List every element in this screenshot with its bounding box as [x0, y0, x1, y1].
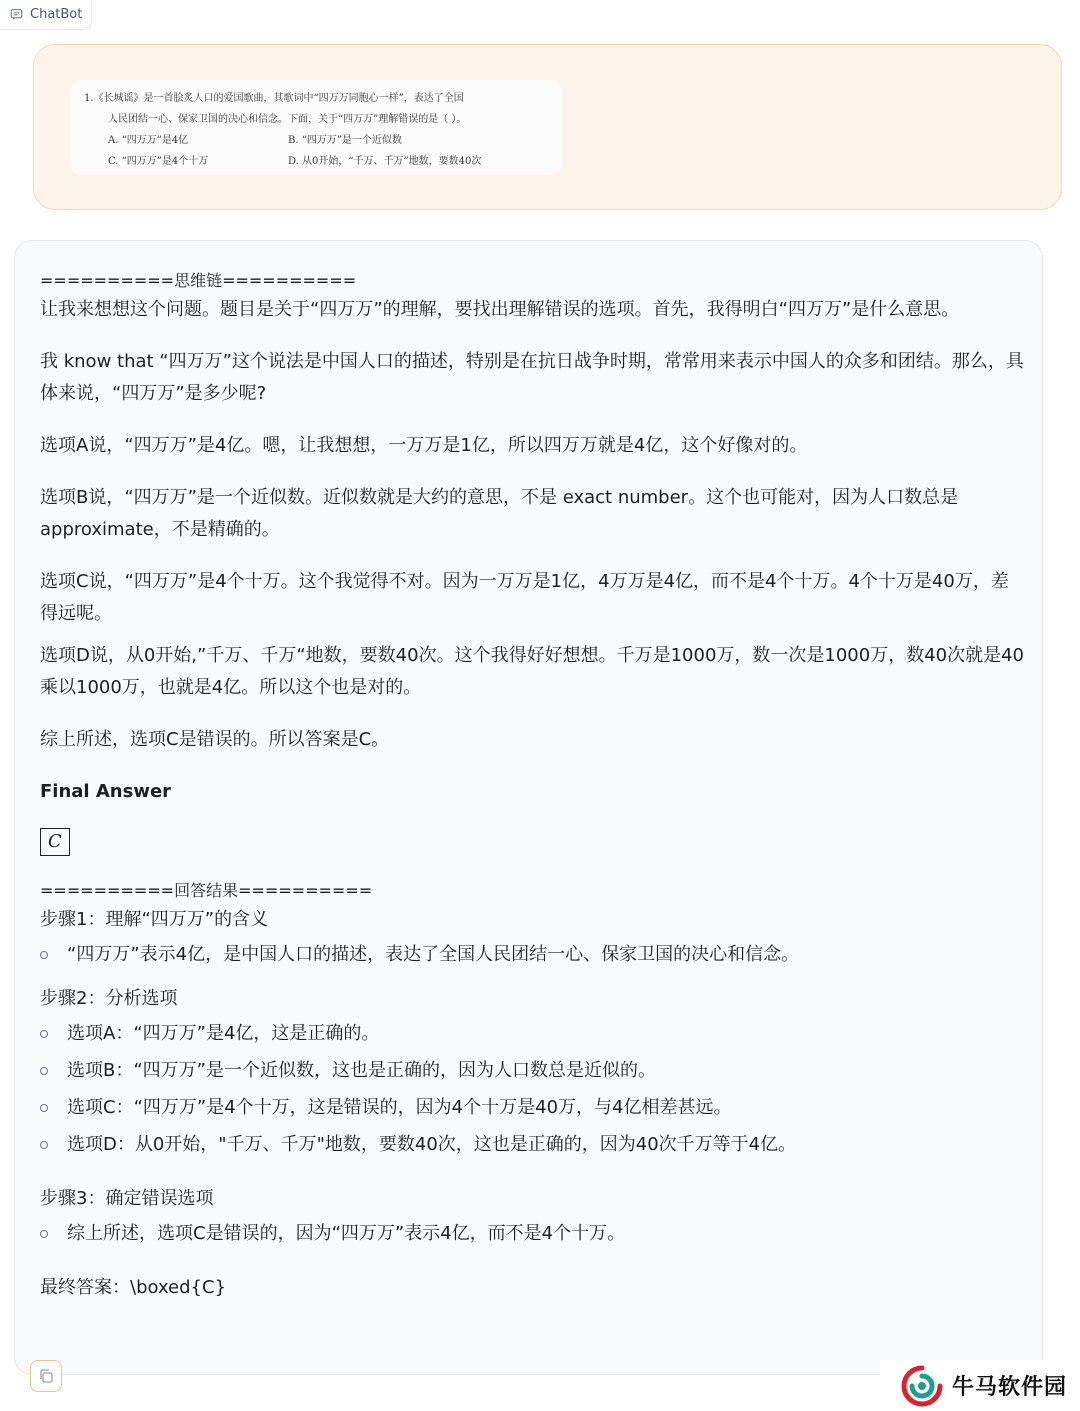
step3-title: 步骤3：确定错误选项	[40, 1188, 214, 1209]
paragraph: 选项A说，“四万万”是4亿。嗯，让我想想，一万万是1亿，所以四万万就是4亿，这个好像对的。	[40, 435, 808, 456]
paragraph: 我 know that “四万万”这个说法是中国人口的描述，特别是在抗日战争时期，常常用来表示中国人的众多和团结。那么，具体来说，“四万万”是多少呢?	[40, 351, 1024, 404]
boxed-answer: C	[40, 828, 70, 856]
thinking-header: ==========思维链==========	[40, 271, 357, 290]
step1-list	[40, 936, 1025, 973]
question-line-2: 人民团结一心、保家卫国的决心和信念。下面，关于“四万万”理解错误的是（ ）。	[108, 114, 467, 125]
final-answer-line: 最终答案：\boxed{C}	[40, 1277, 227, 1298]
result-header: ==========回答结果==========	[40, 881, 373, 900]
question-image	[70, 80, 562, 175]
option-d: D. 从0开始，“千万、千万”地数，要数40次	[288, 156, 482, 167]
bot-message-content	[40, 268, 1025, 1304]
question-line-1: 1.《长城谣》是一首脍炙人口的爱国歌曲，其歌词中“四万万同胞心一样”，表达了全国	[84, 93, 464, 104]
list-item: 选项A：“四万万”是4亿，这是正确的。	[40, 1015, 1025, 1052]
chat-icon	[10, 8, 23, 21]
option-c: C. “四万万”是4个十万	[108, 156, 209, 167]
step2-list	[40, 1015, 1025, 1163]
watermark-text: 牛马软件园	[952, 1375, 1068, 1400]
option-a: A. “四万万”是4亿	[108, 135, 189, 146]
paragraph: 选项B说，“四万万”是一个近似数。近似数就是大约的意思，不是 exact number。这个也可能对，因为人口数总是approximate，不是精确的。	[40, 487, 959, 540]
list-item: “四万万”表示4亿，是中国人口的描述，表达了全国人民团结一心、保家卫国的决心和信念。	[40, 936, 1025, 973]
step2-title: 步骤2：分析选项	[40, 988, 178, 1009]
copy-button[interactable]	[30, 1360, 62, 1392]
option-b: B. “四万万”是一个近似数	[288, 135, 402, 146]
list-item: 选项D：从0开始，"千万、千万"地数，要数40次，这也是正确的，因为40次千万等于4亿。	[40, 1126, 1025, 1163]
copy-icon	[38, 1368, 54, 1384]
watermark	[880, 1360, 1080, 1411]
paragraph: 综上所述，选项C是错误的。所以答案是C。	[40, 729, 390, 750]
step1-title: 步骤1：理解“四万万”的含义	[40, 909, 269, 930]
list-item: 综上所述，选项C是错误的，因为“四万万”表示4亿，而不是4个十万。	[40, 1215, 1025, 1252]
step3-list	[40, 1215, 1025, 1252]
user-message-bubble	[33, 44, 1062, 210]
paragraph: 让我来想想这个问题。题目是关于“四万万”的理解，要找出理解错误的选项。首先，我得明白“四万万”是什么意思。	[40, 299, 960, 320]
list-item: 选项C：“四万万”是4个十万，这是错误的，因为4个十万是40万，与4亿相差甚远。	[40, 1089, 1025, 1126]
final-answer-label: Final Answer	[40, 781, 172, 802]
tab-label: ChatBot	[30, 7, 83, 22]
chatbot-tab	[0, 0, 92, 30]
paragraph: 选项D说，从0开始,”千万、千万“地数，要数40次。这个我得好好想想。千万是1000万，数一次是1000万，数40次就是40乘以1000万，也就是4亿。所以这个也是对的。	[40, 645, 1025, 698]
watermark-logo-icon	[900, 1364, 944, 1408]
paragraph: 选项C说，“四万万”是4个十万。这个我觉得不对。因为一万万是1亿，4万万是4亿，而不是4个十万。4个十万是40万，差得远呢。	[40, 571, 1009, 624]
list-item: 选项B：“四万万”是一个近似数，这也是正确的，因为人口数总是近似的。	[40, 1052, 1025, 1089]
